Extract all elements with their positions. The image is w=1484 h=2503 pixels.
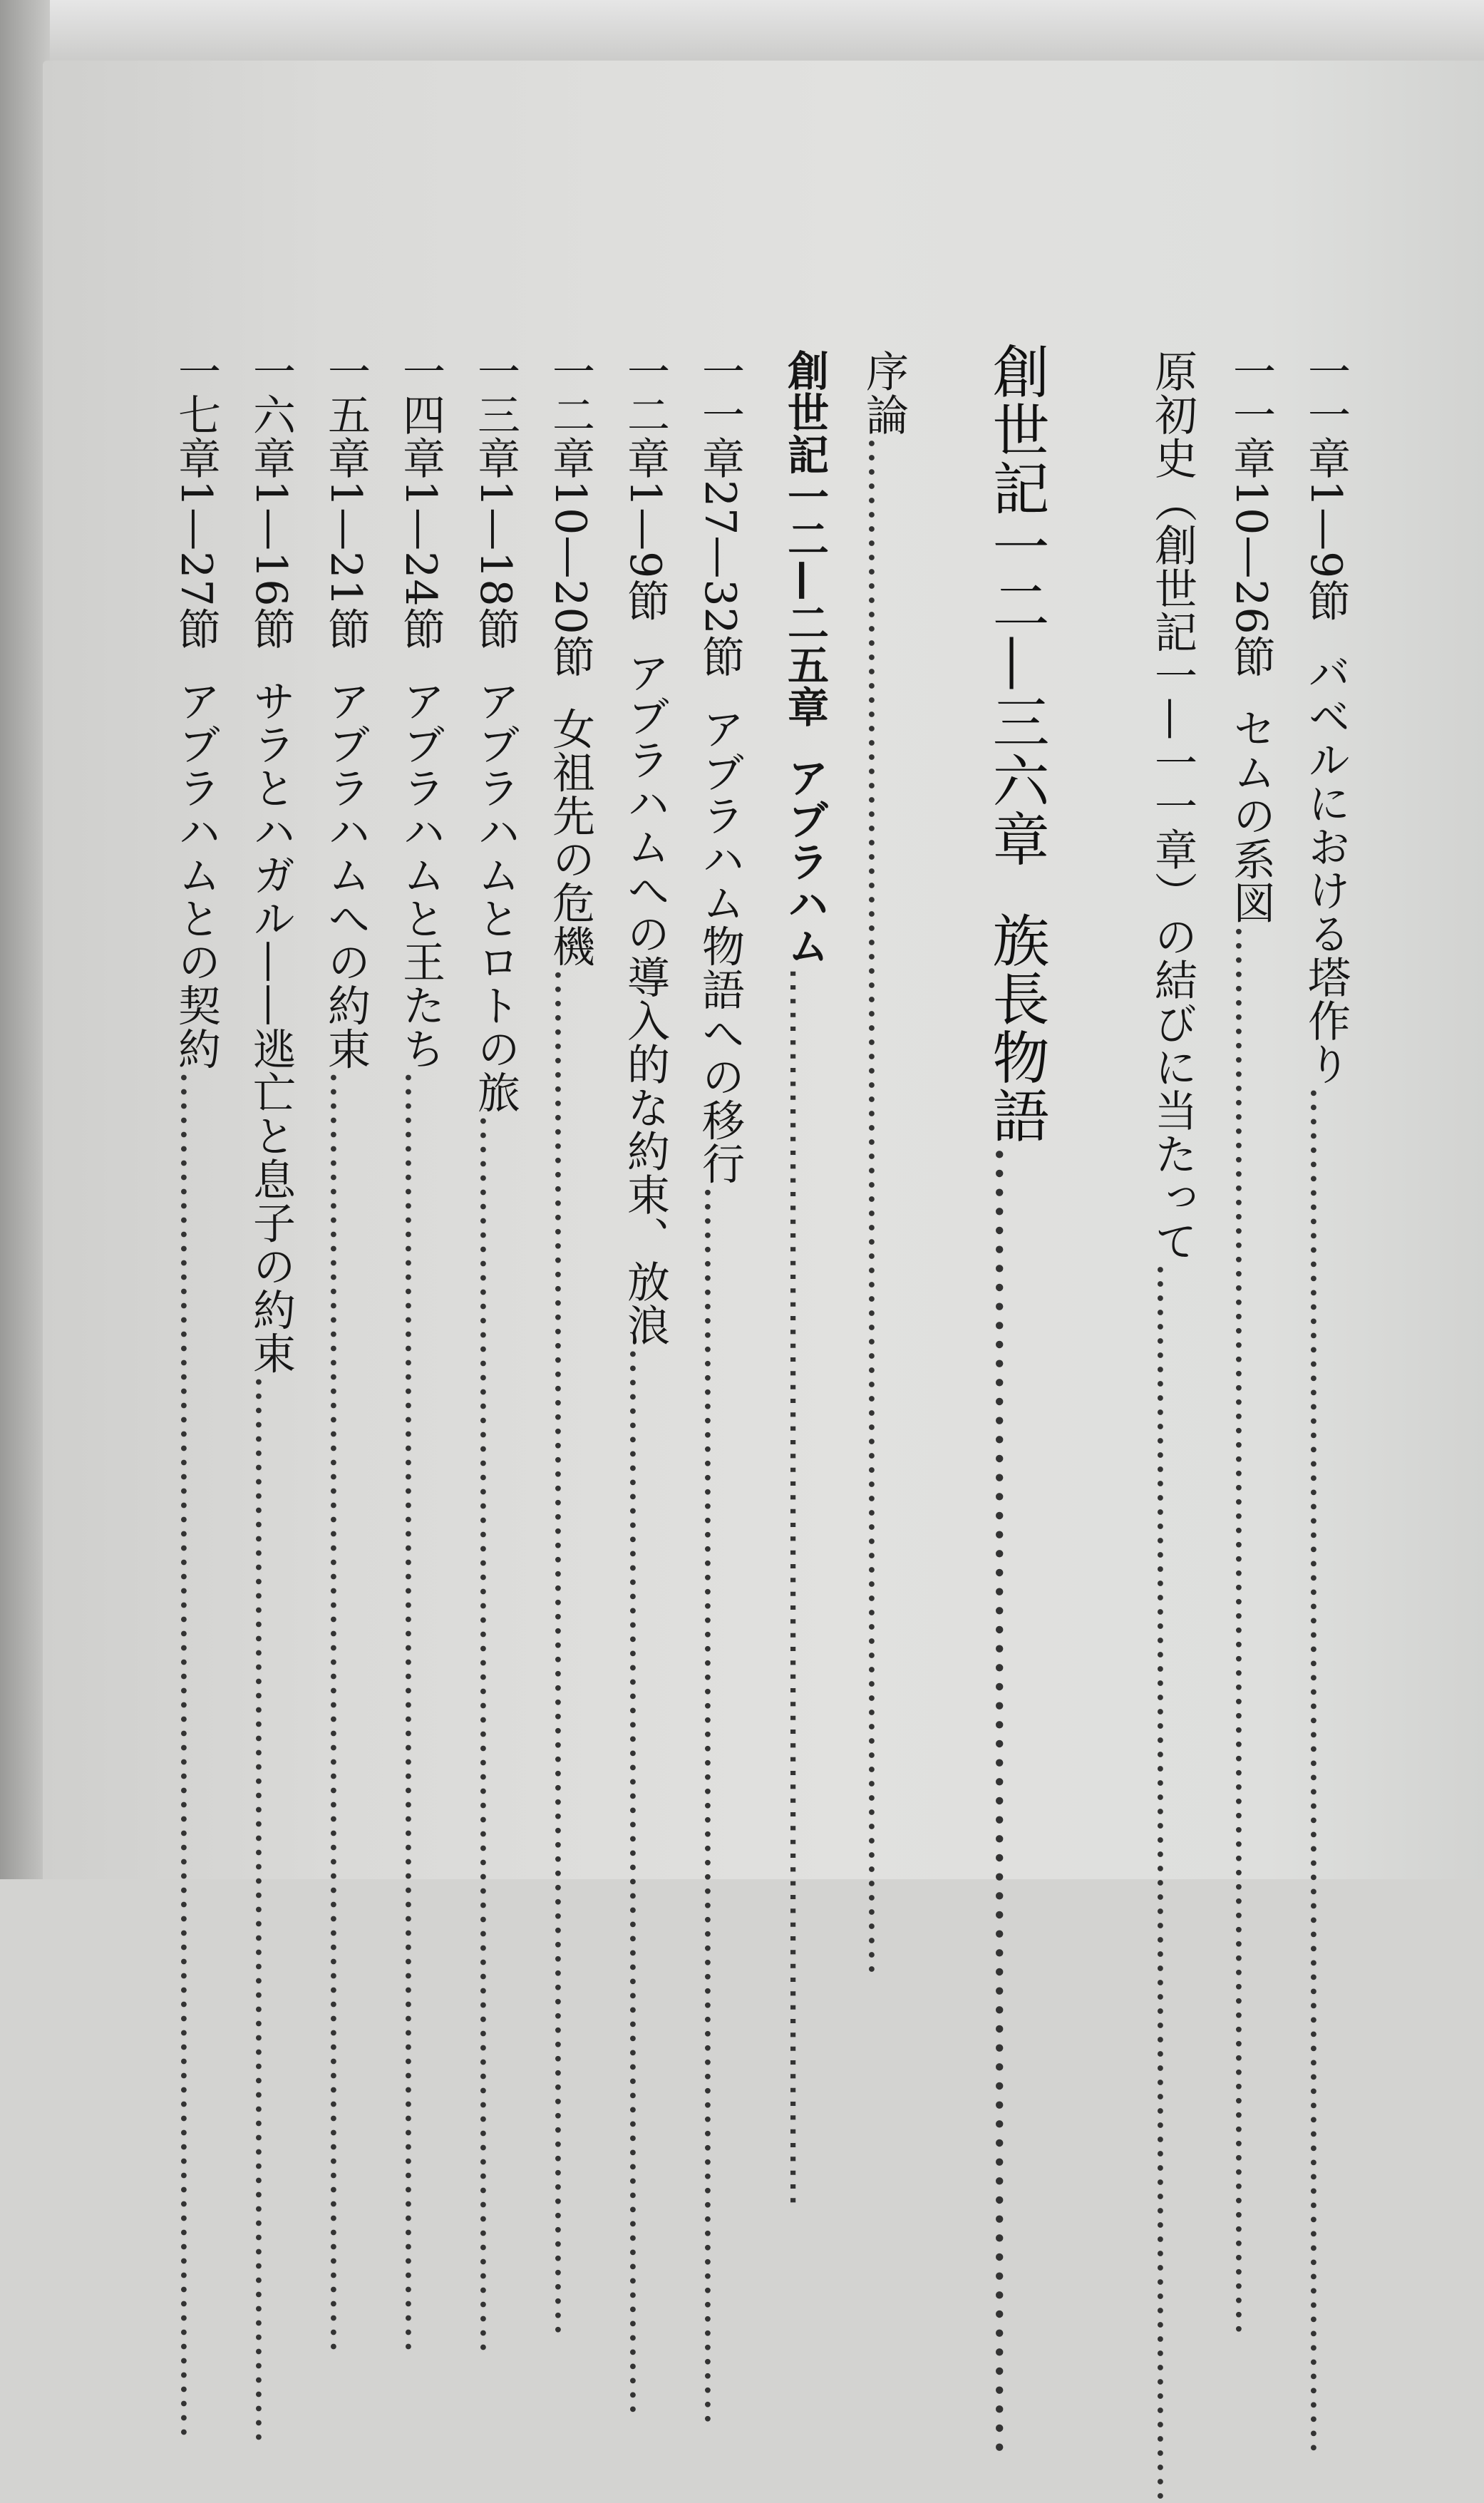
toc-entry[interactable] xyxy=(695,349,745,2426)
toc-entry[interactable] xyxy=(321,349,371,2354)
toc-leader: …………………………………………………………………………… xyxy=(470,1114,520,2355)
toc-title: アブラハムとの契約 xyxy=(171,679,221,1071)
toc-title: バベルにおける塔作り xyxy=(1301,651,1351,1086)
toc-leader: …………………………………………………………………………………… xyxy=(1301,1086,1351,2455)
toc-label: 原初史（創世記一—一一章） xyxy=(1148,349,1197,915)
toc-label: 一五章1—21節 xyxy=(321,349,371,651)
section-heading-label: 創世記一二—二五章 xyxy=(780,349,829,728)
toc-entry[interactable] xyxy=(545,349,595,2337)
part-heading[interactable] xyxy=(983,342,1049,2457)
toc-label: 一一章1—9節 xyxy=(1301,349,1351,623)
toc-title: 女祖先の危機 xyxy=(545,706,595,968)
toc-leader: …………………………………………………………………………… xyxy=(695,1185,745,2426)
toc-title: サラとハガル——逃亡と息子の約束 xyxy=(246,679,296,1375)
toc-leader: …………………………………………………………………………………… xyxy=(171,1070,221,2440)
toc-entry[interactable] xyxy=(171,349,221,2440)
part-heading-label: 創世記一二—三六章 xyxy=(983,342,1049,868)
toc-leader: …………………………………………………………………………………… xyxy=(545,967,595,2337)
part-heading-title: 族長物語 xyxy=(983,911,1049,1145)
toc-label: 一七章1—27節 xyxy=(171,349,221,651)
toc-entry[interactable] xyxy=(470,349,520,2355)
toc-leader: ……………………………………………………………………………… xyxy=(321,1070,371,2354)
toc-title: の結びに当たって xyxy=(1148,915,1197,1263)
toc-label: 一一章27—32節 xyxy=(695,349,745,679)
toc-leader: ……………………………………………………………………………………………… xyxy=(859,436,909,1976)
toc-entry[interactable] xyxy=(859,349,909,1976)
toc-leader: …………………………………………………………… xyxy=(983,1145,1049,2457)
toc-title: アブラハム物語への移行 xyxy=(695,706,745,1186)
toc-title: アブラハムと王たち xyxy=(396,679,445,1071)
toc-entry[interactable] xyxy=(1148,349,1197,2503)
toc-title: セムの系図 xyxy=(1226,706,1276,925)
toc-leader: …………………………………………………………………………… xyxy=(1148,1263,1197,2503)
toc-label: 一六章1—16節 xyxy=(246,349,296,651)
toc-title: アブラハムへの約束 xyxy=(321,679,371,1071)
toc-title: アブラハムとロトの旅 xyxy=(470,679,520,1114)
toc-leader: ………………………………………………………………… xyxy=(246,1374,296,2445)
toc-leader: ………………………………………………………………… xyxy=(620,1347,670,2417)
toc-entry[interactable] xyxy=(620,349,670,2417)
show-through-text xyxy=(1098,360,1139,401)
section-heading-title: アブラハム xyxy=(780,756,829,967)
toc-leader: ……………………………………………………………………………… xyxy=(396,1070,445,2354)
toc-entry[interactable] xyxy=(1301,349,1351,2455)
toc-label: 一三章1—18節 xyxy=(470,349,520,651)
toc-title: アブラハムへの導入的な約束、放浪 xyxy=(620,651,670,1347)
toc-label: 一四章1—24節 xyxy=(396,349,445,651)
section-heading[interactable] xyxy=(780,349,829,2207)
toc-label: 序論 xyxy=(859,349,909,436)
book-page xyxy=(43,61,1484,2503)
toc-label: 一二章10—20節 xyxy=(545,349,595,679)
toc-leader: ……………………………………………………………………………………… xyxy=(1226,924,1276,2336)
show-through-text xyxy=(207,237,231,272)
toc-label: 一二章1—9節 xyxy=(620,349,670,623)
toc-entry[interactable] xyxy=(246,349,296,2445)
toc-entry[interactable] xyxy=(396,349,445,2354)
toc-leader: ……………………………………………………………………………… xyxy=(780,967,829,2207)
toc-label: 一一章10—26節 xyxy=(1226,349,1276,679)
toc-entry[interactable] xyxy=(1226,349,1276,2336)
